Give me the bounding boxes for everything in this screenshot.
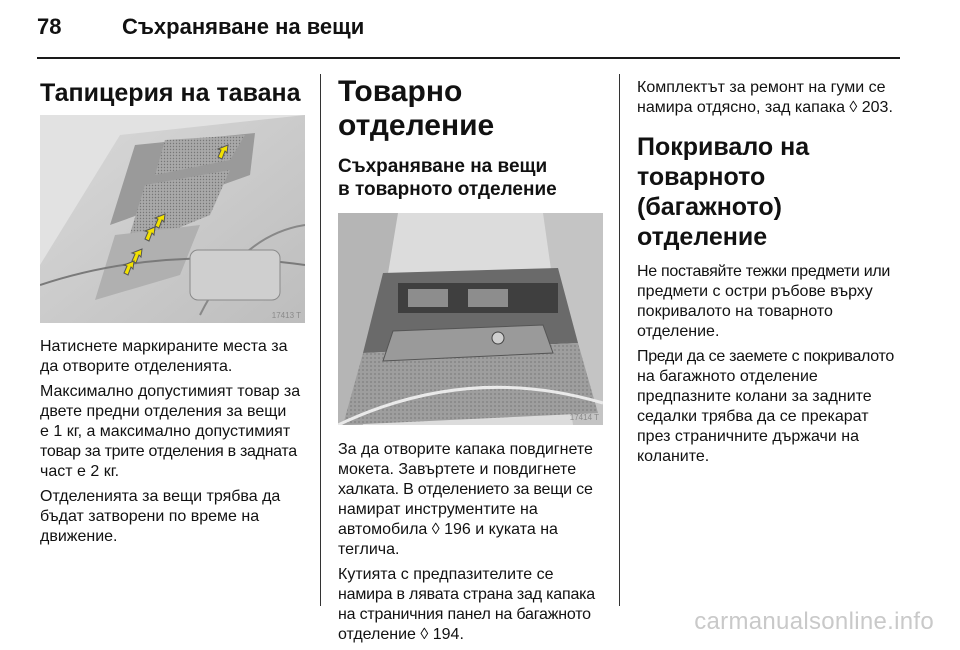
paragraph: Максимално допустимият товар за двете предни отделения за вещи е 1 кг, а максимално допустимият товар за трите отделения в задната част е 2 кг. xyxy=(40,383,301,480)
subheading-storage-in-load-compartment: Съхраняване на вещи в товарното отделение xyxy=(338,156,557,200)
section-heading-headliner: Тапицерия на тавана xyxy=(40,79,301,107)
paragraph: Кутията с предпазителите се намира в лявата страна зад капака на страничния панел на багажното отделение ◊ 194. xyxy=(338,566,596,643)
column-divider-1 xyxy=(320,74,321,606)
column-divider-2 xyxy=(619,74,620,606)
running-header-title: Съхраняване на вещи xyxy=(122,14,365,39)
figure-code: 17414 T xyxy=(569,413,599,422)
load-compartment-body xyxy=(338,440,603,645)
headliner-drawing xyxy=(40,115,305,323)
load-compartment-illustration xyxy=(338,213,603,425)
section-heading-load-compartment: Товарно отделение xyxy=(338,75,495,142)
header-rule xyxy=(37,57,900,59)
paragraph-tyre-repair-kit: Комплектът за ремонт на гуми се намира отдясно, зад капака ◊ 203. xyxy=(637,79,893,116)
figure-code: 17413 T xyxy=(271,311,301,320)
headliner-body xyxy=(40,337,305,547)
headliner-illustration xyxy=(40,115,305,323)
paragraph: За да отворите капака повдигнете мокета. Завъртете и повдигнете халката. В отделението за вещи се намират инструментите на автомобила ◊ 196 и куката на теглича. xyxy=(338,441,593,558)
load-compartment-drawing xyxy=(338,213,603,425)
paragraph: Не поставяйте тежки предмети или предмети с остри ръбове върху покривалото на товарното отделение. xyxy=(637,263,891,340)
cargo-cover-body xyxy=(637,262,902,467)
page-number: 78 xyxy=(37,14,62,39)
paragraph: Отделенията за вещи трябва да бъдат затворени по време на движение. xyxy=(40,488,281,545)
watermark: carmanualsonline.info xyxy=(694,608,934,635)
paragraph: Натиснете маркираните места за да отворите отделенията. xyxy=(40,338,288,375)
column-load-compartment xyxy=(338,72,603,650)
section-heading-cargo-cover: Покривало на товарното (багажното) отделение xyxy=(637,133,810,251)
column-headliner xyxy=(40,72,305,552)
paragraph: Преди да се заемете с покривалото на багажното отделение предпазните колани за задните седалки трябва да се прекарат през страничните държачи на коланите. xyxy=(637,348,894,465)
column-cargo-cover xyxy=(637,72,902,472)
